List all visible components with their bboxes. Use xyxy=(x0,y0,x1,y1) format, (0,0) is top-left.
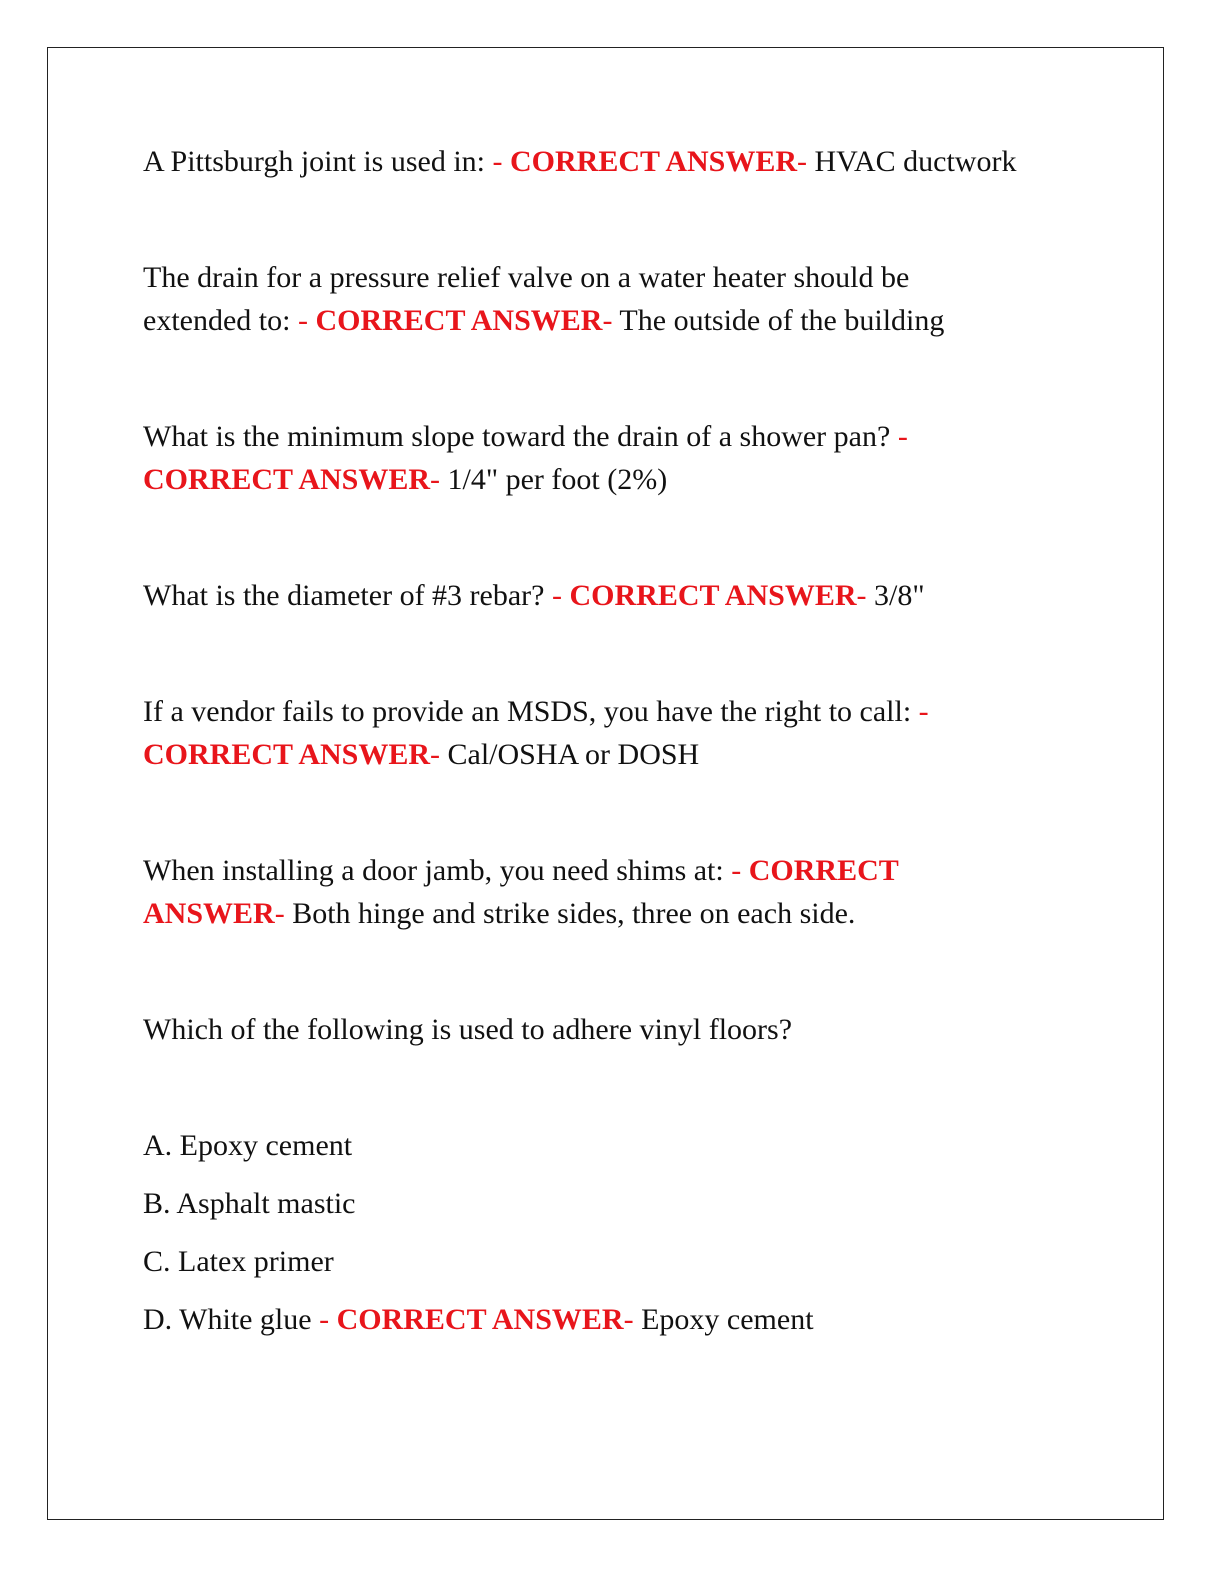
correct-answer-marker: - CORRECT ANSWER- xyxy=(492,145,808,178)
answer-text: 1/4" per foot (2%) xyxy=(440,463,668,496)
correct-answer-marker: - CORRECT ANSWER- xyxy=(143,695,929,771)
qa-item xyxy=(143,256,973,342)
qa-item xyxy=(143,140,1083,183)
document-content xyxy=(143,140,1063,1341)
qa-item xyxy=(143,849,953,935)
correct-answer-marker: - CORRECT ANSWER- xyxy=(143,854,899,930)
question-text: The drain for a pressure relief valve on a water heater should be extended to: xyxy=(143,261,910,337)
answer-text: Cal/OSHA or DOSH xyxy=(440,738,700,771)
answer-text: 3/8" xyxy=(866,579,925,612)
qa-item xyxy=(143,415,968,501)
question-text: When installing a door jamb, you need shims at: xyxy=(143,854,732,887)
mc-option-with-answer xyxy=(143,1298,1063,1341)
correct-answer-marker: - CORRECT ANSWER- xyxy=(551,579,867,612)
correct-answer-marker: - CORRECT ANSWER- xyxy=(143,420,908,496)
mc-option: B. Asphalt mastic xyxy=(143,1187,356,1220)
answer-text: The outside of the building xyxy=(612,304,945,337)
answer-text: Epoxy cement xyxy=(633,1303,814,1336)
question-text: What is the diameter of #3 rebar? xyxy=(143,579,552,612)
correct-answer-marker: - CORRECT ANSWER- xyxy=(319,1303,634,1336)
qa-item xyxy=(143,690,983,776)
answer-text: HVAC ductwork xyxy=(807,145,1017,178)
question-text: A Pittsburgh joint is used in: xyxy=(143,145,493,178)
answer-text: Both hinge and strike sides, three on each side. xyxy=(284,897,856,930)
mc-option: A. Epoxy cement xyxy=(143,1129,353,1162)
qa-item xyxy=(143,574,1043,617)
mc-option: C. Latex primer xyxy=(143,1245,334,1278)
mc-question: Which of the following is used to adhere vinyl floors? xyxy=(143,1013,793,1046)
question-text: If a vendor fails to provide an MSDS, you have the right to call: xyxy=(143,695,919,728)
mc-option: D. White glue xyxy=(143,1303,320,1336)
question-text: What is the minimum slope toward the drain of a shower pan? xyxy=(143,420,898,453)
correct-answer-marker: - CORRECT ANSWER- xyxy=(297,304,613,337)
